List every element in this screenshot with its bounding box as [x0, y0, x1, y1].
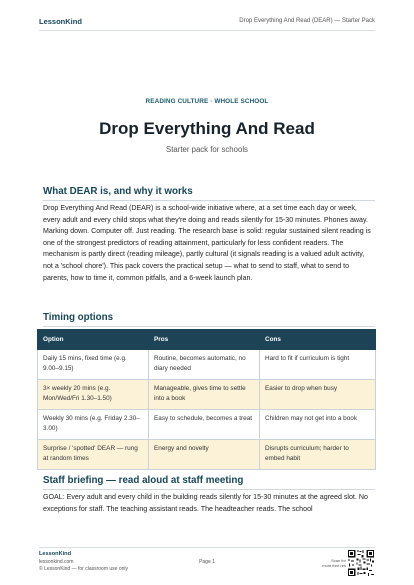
page-header [39, 15, 375, 27]
column-header-cons: Cons [260, 330, 376, 350]
table-cell-pros: Energy and novelty [149, 440, 260, 470]
staff-briefing-paragraph: GOAL: Every adult and every child in the building reads silently for 15-30 minutes at the agreed slot. No exceptions for staff. The teaching assistant reads. The headteacher reads. The school [43, 493, 368, 513]
section-divider [43, 200, 375, 201]
table-row [38, 410, 376, 440]
table-cell-option: Surprise / 'spotted' DEAR — rung at random times [38, 440, 149, 470]
table-cell-cons: Disrupts curriculum; harder to embed habit [260, 440, 376, 470]
table-cell-cons: Hard to fit if curriculum is tight [260, 350, 376, 380]
table-cell-pros: Routine, becomes automatic, no diary needed [149, 350, 260, 380]
footer-copyright: © LessonKind — for classroom use only [39, 566, 129, 572]
table-cell-cons: Easier to drop when busy [260, 380, 376, 410]
table-cell-option: Daily 15 mins, fixed time (e.g. 9.00–9.15) [38, 350, 149, 380]
section-heading-what-dear: What DEAR is, and why it works [43, 186, 193, 197]
footer-url: lessonkind.com [39, 559, 74, 565]
table-row [38, 380, 376, 410]
page-subtitle: Starter pack for schools [166, 145, 248, 154]
qr-caption-line: Scan for [331, 558, 346, 563]
section-heading-staff-briefing: Staff briefing — read aloud at staff meeting [43, 475, 244, 486]
header-divider [39, 30, 375, 31]
page-title: Drop Everything And Read [99, 119, 315, 138]
what-dear-paragraph: Drop Everything And Read (DEAR) is a school-wide initiative where, at a set time each day or week, every adult and every child stops what they're doing and reads silently for 15-30 minutes. Phones away. Marking down. Computer off. Just reading. The research base is solid: regular sustained silent reading is one of the strongest predictors of reading attainment, particularly for less confident readers. The mechanism is partly direct (reading mileage), partly cultural (it signals reading is a valued adult activity, not a 'school chore'). This pack covers the practical setup — what to send to staff, what to send to parents, how to time it, common pitfalls, and a 6-week launch plan. [43, 204, 371, 282]
section-divider [43, 326, 375, 327]
table-cell-option: Weekly 30 mins (e.g. Friday 2.30–3.00) [38, 410, 149, 440]
page-number: Page 1 [199, 559, 215, 565]
qr-caption-line: more free res [322, 562, 346, 568]
table-header-row [38, 330, 376, 350]
header-brand: LessonKind [39, 16, 82, 26]
eyebrow-label: READING CULTURE · WHOLE SCHOOL [145, 98, 269, 105]
footer-brand: LessonKind [39, 551, 72, 557]
qr-caption [312, 559, 346, 568]
table-row [38, 440, 376, 470]
column-header-option: Option [38, 330, 149, 350]
section-heading-timing: Timing options [43, 312, 114, 323]
column-header-pros: Pros [149, 330, 260, 350]
table-cell-option: 3× weekly 20 mins (e.g. Mon/Wed/Fri 1.30–1.50) [38, 380, 149, 410]
footer-divider [39, 547, 375, 548]
section-divider [43, 489, 375, 490]
table-cell-pros: Manageable, gives time to settle into a book [149, 380, 260, 410]
table-row [38, 350, 376, 380]
qr-code-icon [348, 550, 374, 576]
header-document-title: Drop Everything And Read (DEAR) — Starter Pack [239, 18, 375, 24]
table-cell-cons: Children may not get into a book [260, 410, 376, 440]
timing-options-table [37, 329, 376, 470]
table-cell-pros: Easy to schedule, becomes a treat [149, 410, 260, 440]
